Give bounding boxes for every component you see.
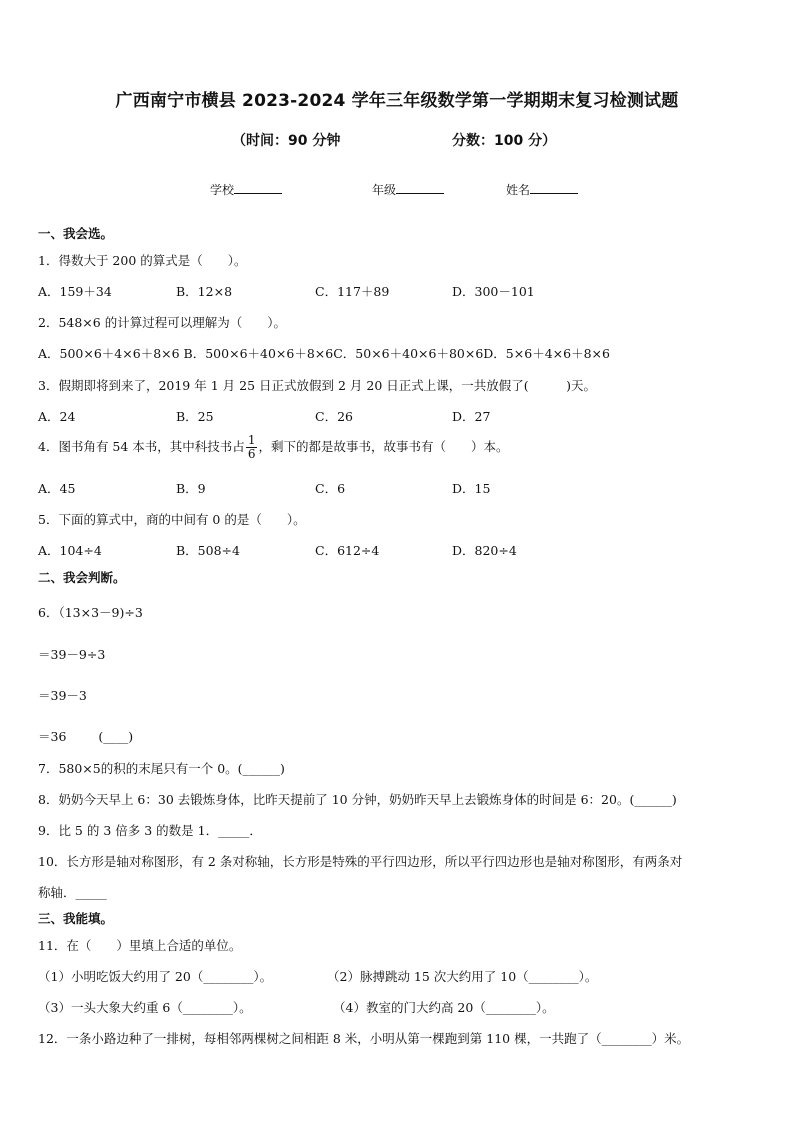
question-5-option-c[interactable]: C．612÷4 — [315, 543, 380, 558]
section-heading-fill: 三、我能填。 — [38, 911, 114, 926]
question-11-part-1[interactable]: （1）小明吃饭大约用了 20（________）。 — [38, 969, 273, 984]
question-1-option-c[interactable]: C．117＋89 — [315, 284, 390, 299]
question-3-stem: 3．假期即将到来了，2019 年 1 月 25 日正式放假到 2 月 20 日正式上课，一共放假了( )天。 — [38, 378, 596, 393]
question-11-part-3[interactable]: （3）一头大象大约重 6（________）。 — [38, 1000, 252, 1015]
question-4-stem-post: ，剩下的都是故事书，故事书有（ ）本。 — [258, 439, 509, 454]
question-1-option-b[interactable]: B．12×8 — [176, 284, 233, 299]
question-11-stem: 11．在（ ）里填上合适的单位。 — [38, 938, 242, 953]
name-label: 姓名 — [506, 183, 531, 197]
question-2-stem: 2．548×6 的计算过程可以理解为（ ）。 — [38, 315, 286, 330]
grade-field[interactable] — [372, 181, 444, 198]
question-4-option-c[interactable]: C．6 — [315, 481, 346, 496]
question-4-option-b[interactable]: B．9 — [176, 481, 206, 496]
question-10-line-1: 10．长方形是轴对称图形，有 2 条对称轴，长方形是特殊的平行四边形，所以平行四边形也是轴对称图形，有两条对 — [38, 854, 683, 869]
fraction-one-sixth — [246, 434, 258, 461]
question-7: 7．580×5的积的末尾只有一个 0。(______) — [38, 761, 285, 776]
question-6-line-2: ＝39－9÷3 — [38, 647, 106, 662]
school-label: 学校 — [210, 183, 235, 197]
question-3-option-a[interactable]: A．24 — [38, 409, 76, 424]
question-3-option-c[interactable]: C．26 — [315, 409, 353, 424]
question-5-option-b[interactable]: B．508÷4 — [176, 543, 240, 558]
question-11-part-2[interactable]: （2）脉搏跳动 15 次大约用了 10（________）。 — [327, 969, 598, 984]
question-4-option-a[interactable]: A．45 — [38, 481, 76, 496]
question-6-line-1: 6．（13×3－9)÷3 — [38, 605, 143, 620]
grade-label: 年级 — [372, 183, 397, 197]
name-blank[interactable] — [530, 181, 578, 194]
grade-blank[interactable] — [396, 181, 444, 194]
question-4-option-d[interactable]: D．15 — [452, 481, 491, 496]
question-2-options[interactable]: A．500×6＋4×6＋8×6 B．500×6＋40×6＋8×6C．50×6＋40×6＋80×6D．5×6＋4×6＋8×6 — [38, 346, 610, 361]
fraction-denominator: 6 — [247, 447, 256, 461]
question-12: 12．一条小路边种了一排树，每相邻两棵树之间相距 8 米，小明从第一棵跑到第 110 棵，一共跑了（________）米。 — [38, 1031, 690, 1046]
section-heading-choice: 一、我会选。 — [38, 226, 114, 241]
question-3-option-b[interactable]: B．25 — [176, 409, 214, 424]
school-field[interactable] — [210, 181, 282, 198]
question-9: 9．比 5 的 3 倍多 3 的数是 1．_____． — [38, 823, 262, 838]
question-3-option-d[interactable]: D．27 — [452, 409, 491, 424]
name-field[interactable] — [506, 181, 578, 198]
section-heading-judge: 二、我会判断。 — [38, 570, 126, 585]
school-blank[interactable] — [234, 181, 282, 194]
question-5-stem: 5．下面的算式中，商的中间有 0 的是（ ）。 — [38, 512, 306, 527]
question-10-line-2: 称轴．_____ — [38, 885, 107, 900]
exam-subtitle — [232, 130, 572, 150]
question-6-line-3: ＝39－3 — [38, 688, 87, 703]
total-score: 分数：100 分） — [452, 133, 557, 149]
fraction-numerator: 1 — [247, 433, 256, 447]
question-6-result: ＝36 — [38, 729, 67, 744]
question-6-line-4 — [38, 727, 133, 745]
question-4-stem-pre: 4．图书角有 54 本书，其中科技书占 — [38, 439, 245, 454]
exam-title: 广西南宁市横县 2023-2024 学年三年级数学第一学期期末复习检测试题 — [115, 91, 679, 111]
question-1-option-a[interactable]: A．159＋34 — [38, 284, 112, 299]
question-11-part-4[interactable]: （4）教室的门大约高 20（________）。 — [333, 1000, 555, 1015]
time-limit: （时间：90 分钟 — [232, 133, 341, 149]
question-6-answer-blank[interactable]: (____) — [98, 729, 134, 744]
question-4-stem — [38, 434, 508, 461]
question-1-stem: 1．得数大于 200 的算式是（ ）。 — [38, 253, 247, 268]
question-5-option-a[interactable]: A．104÷4 — [38, 543, 102, 558]
question-5-option-d[interactable]: D．820÷4 — [452, 543, 517, 558]
question-8: 8．奶奶今天早上 6：30 去锻炼身体，比昨天提前了 10 分钟，奶奶昨天早上去锻炼身体的时间是 6：20。(______) — [38, 792, 677, 807]
question-1-option-d[interactable]: D．300－101 — [452, 284, 535, 299]
